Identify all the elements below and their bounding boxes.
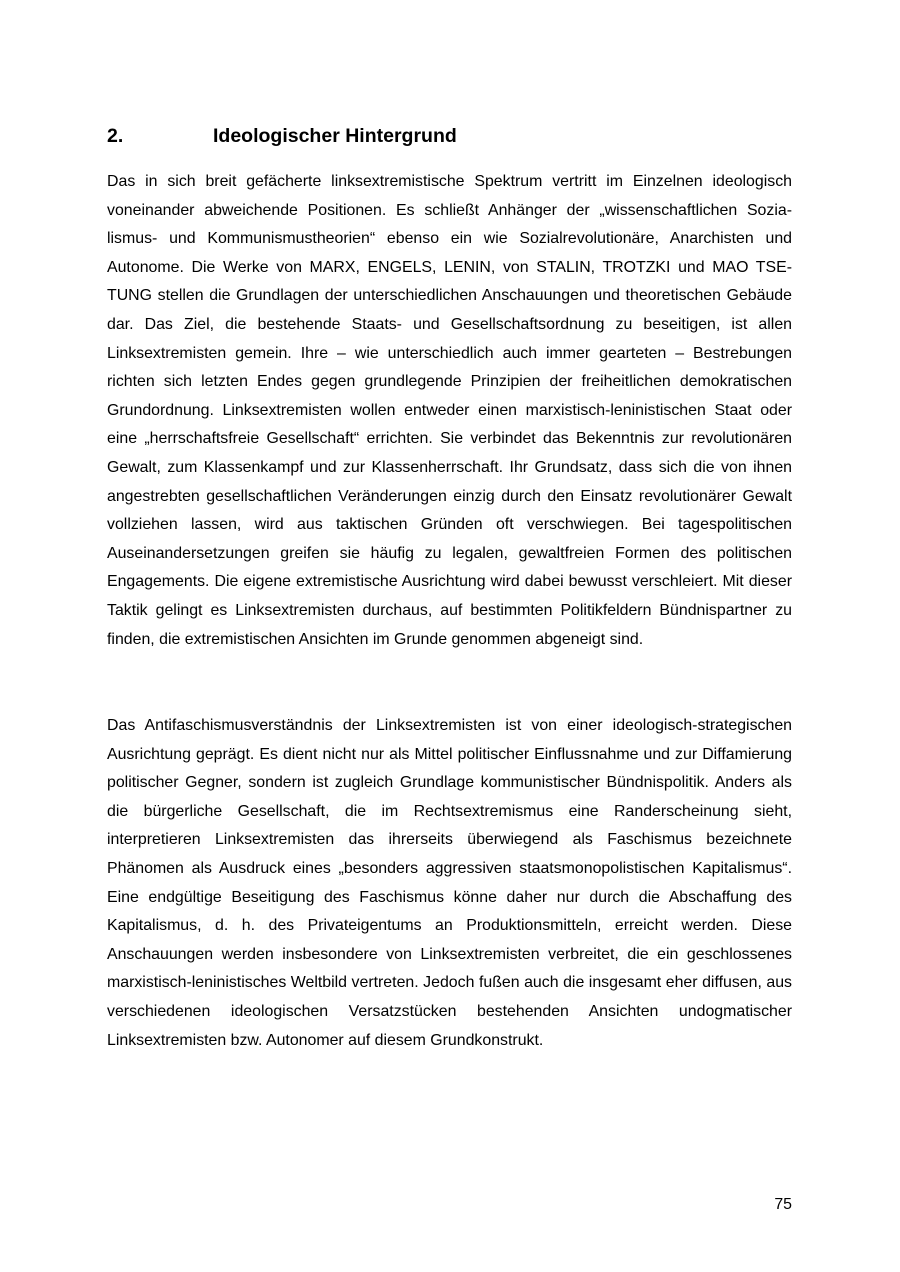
paragraph-ideology-spectrum: Das in sich breit gefächerte linksextremistische Spektrum vertritt im Einzelnen ideologisch voneinander abweichende Positionen. Es schließt Anhänger der „wissenschaftlichen Sozialismus- und Kommunismustheorien“ ebenso ein wie Sozialrevolutionäre, Anarchisten und Autonome. Die Werke von MARX, ENGELS, LENIN, von STALIN, TROTZKI und MAO TSE-TUNG stellen die Grundlagen der unterschiedlichen Anschauungen und theoretischen Gebäude dar. Das Ziel, die bestehende Staats- und Gesellschaftsordnung zu beseitigen, ist allen Linksextremisten gemein. Ihre – wie unterschiedlich auch immer gearteten – Bestrebungen richten sich letzten Endes gegen grundlegende Prinzipien der freiheitlichen demokratischen Grundordnung. Linksextremisten wollen entweder einen marxistisch-leninistischen Staat oder eine „herrschaftsfreie Gesellschaft“ errichten. Sie verbindet das Bekenntnis zur revolutionären Gewalt, zum Klassenkampf und zur Klassenherrschaft. Ihr Grundsatz, dass sich die von ihnen angestrebten gesellschaftlichen Veränderungen einzig durch den Einsatz revolutionärer Gewalt vollziehen lassen, wird aus taktischen Gründen oft verschwiegen. Bei tagespolitischen Auseinandersetzungen greifen sie häufig zu legalen, gewaltfreien Formen des politischen Engagements. Die eigene extremistische Ausrichtung wird dabei bewusst verschleiert. Mit dieser Taktik gelingt es Linksextremisten durchaus, auf bestimmten Politikfeldern Bündnispartner zu finden, die extremistischen Ansichten im Grunde genommen abgeneigt sind. (107, 173, 792, 648)
page-number: 75 (774, 1196, 792, 1213)
section-title: Ideologischer Hintergrund (213, 125, 457, 148)
section-heading (107, 123, 797, 149)
paragraph-antifascism: Das Antifaschismusverständnis der Linksextremisten ist von einer ideologisch-strategischen Ausrichtung geprägt. Es dient nicht nur als Mittel politischer Einflussnahme und zur Diffamierung politischer Gegner, sondern ist zugleich Grundlage kommunistischer Bündnispolitik. Anders als die bürgerliche Gesellschaft, die im Rechtsextremismus eine Randerscheinung sieht, interpretieren Linksextremisten das ihrerseits überwiegend als Faschismus bezeichnete Phänomen als Ausdruck eines „besonders aggressiven staatsmonopolistischen Kapitalismus“. Eine endgültige Beseitigung des Faschismus könne daher nur durch die Abschaffung des Kapitalismus, d. h. des Privateigentums an Produktionsmitteln, erreicht werden. Diese Anschauungen werden insbesondere von Linksextremisten verbreitet, die ein geschlossenes marxistisch-leninistisches Weltbild vertreten. Jedoch fußen auch die insgesamt eher diffusen, aus verschiedenen ideologischen Versatzstücken bestehenden Ansichten undogmatischer Linksextremisten bzw. Autonomer auf diesem Grundkonstrukt. (107, 717, 792, 1049)
section-number: 2. (107, 125, 124, 148)
